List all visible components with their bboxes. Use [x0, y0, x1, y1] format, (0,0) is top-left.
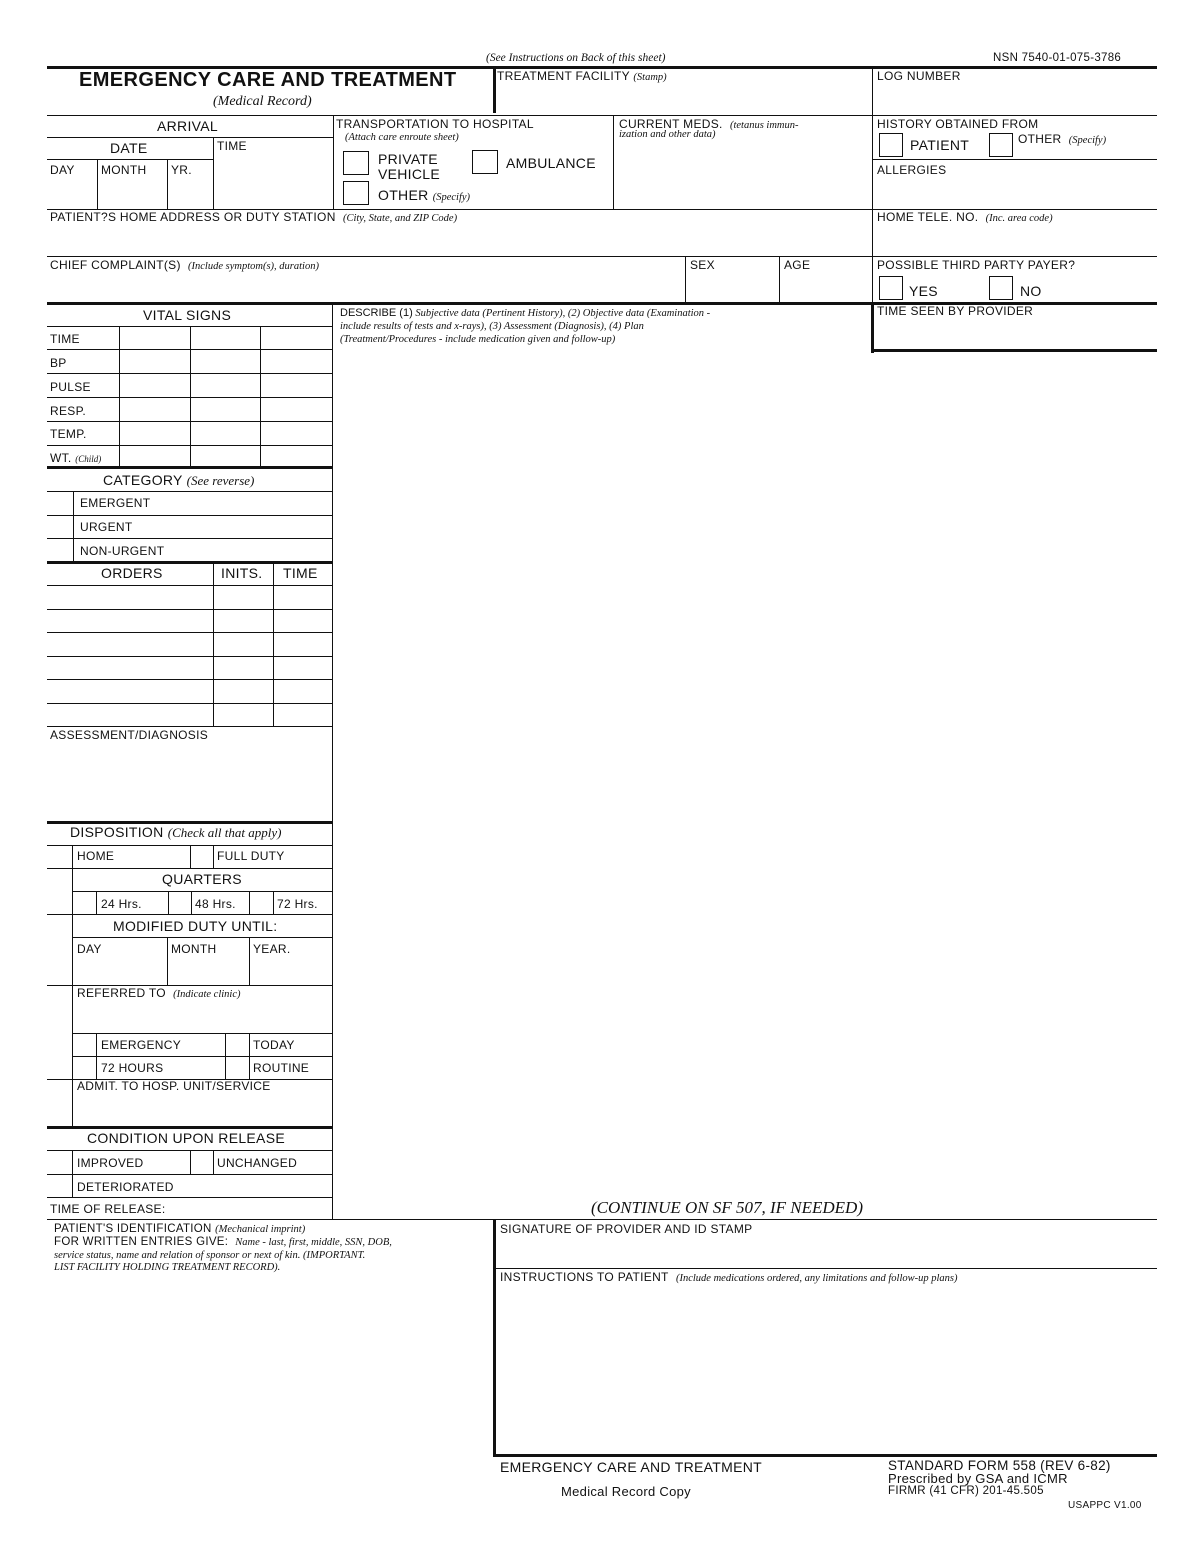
footer-firmr: FIRMR (41 CFR) 201-45.505	[888, 1485, 1044, 1497]
vital-temp-label: TEMP.	[50, 427, 87, 441]
arrival-day-label: DAY	[50, 163, 75, 177]
instructions-note: (See Instructions on Back of this sheet)	[486, 52, 666, 64]
footer-copy: Medical Record Copy	[561, 1484, 691, 1499]
modified-year-label: YEAR.	[253, 942, 291, 956]
footer-form-number: STANDARD FORM 558 (REV 6-82)	[888, 1458, 1111, 1473]
deteriorated-checkbox[interactable]	[48, 1175, 71, 1196]
private-label: PRIVATE	[378, 151, 438, 167]
ambulance-checkbox[interactable]	[472, 150, 498, 174]
patient-id-line-2: FOR WRITTEN ENTRIES GIVE: Name - last, first, middle, SSN, DOB,	[54, 1236, 392, 1248]
home-checkbox[interactable]	[48, 846, 71, 867]
modified-month-field[interactable]	[168, 958, 248, 984]
vital-wt-label: WT. (Child)	[50, 451, 102, 465]
time-seen-label: TIME SEEN BY PROVIDER	[877, 304, 1034, 318]
age-label: AGE	[784, 258, 811, 272]
log-number-field[interactable]	[876, 84, 1154, 111]
describe-line-2: include results of tests and x-rays), (3) Assessment (Diagnosis), (4) Plan	[340, 321, 644, 332]
disposition-full-duty-label: FULL DUTY	[217, 849, 285, 863]
quarters-72-label: 72 Hrs.	[277, 897, 318, 911]
nsn-number: NSN 7540-01-075-3786	[993, 52, 1122, 64]
allergies-field[interactable]	[876, 178, 1154, 207]
arrival-yr-label: YR.	[171, 163, 192, 177]
home-tel-label: HOME TELE. NO. (Inc. area code)	[877, 210, 1053, 224]
treatment-facility-label: TREATMENT FACILITY (Stamp)	[497, 69, 667, 83]
patient-id-line-4: LIST FACILITY HOLDING TREATMENT RECORD).	[54, 1262, 281, 1273]
address-label: PATIENT?S HOME ADDRESS OR DUTY STATION (City, State, and ZIP Code)	[50, 210, 458, 224]
signature-field[interactable]	[500, 1238, 1154, 1267]
history-patient-label: PATIENT	[910, 137, 970, 153]
improved-label: IMPROVED	[77, 1156, 144, 1170]
history-other-label: OTHER (Specify)	[1018, 132, 1107, 146]
referred-field[interactable]	[73, 1002, 330, 1032]
home-tel-field[interactable]	[876, 225, 1154, 255]
arrival-time-label: TIME	[217, 139, 247, 153]
vital-signs-title: VITAL SIGNS	[143, 307, 232, 323]
arrival-yr-field[interactable]	[168, 180, 212, 208]
footer-prescribed: Prescribed by GSA and ICMR	[888, 1471, 1068, 1486]
instructions-label: INSTRUCTIONS TO PATIENT (Include medications ordered, any limitations and follow-up plans)	[500, 1270, 958, 1284]
category-emergent-label: EMERGENT	[80, 496, 151, 510]
category-urgent-label: URGENT	[80, 520, 133, 534]
patient-id-line-1: PATIENT'S IDENTIFICATION (Mechanical imprint)	[54, 1223, 306, 1235]
address-field[interactable]	[50, 225, 868, 255]
continue-note: (CONTINUE ON SF 507, IF NEEDED)	[591, 1198, 863, 1217]
arrival-month-field[interactable]	[98, 180, 166, 208]
instructions-field[interactable]	[500, 1286, 1154, 1450]
arrival-month-label: MONTH	[101, 163, 147, 177]
disposition-home-label: HOME	[77, 849, 115, 863]
transport-hint: (Attach care enroute sheet)	[345, 132, 459, 143]
payer-no-label: NO	[1020, 283, 1042, 299]
arrival-date-label: DATE	[110, 140, 148, 156]
form-subtitle: (Medical Record)	[213, 94, 312, 109]
referred-routine-label: ROUTINE	[253, 1061, 310, 1075]
category-title: CATEGORY (See reverse)	[103, 472, 255, 488]
emergent-checkbox[interactable]	[48, 492, 72, 514]
arrival-title: ARRIVAL	[157, 118, 218, 134]
referred-72-checkbox[interactable]	[73, 1057, 95, 1078]
vital-pulse-label: PULSE	[50, 380, 91, 394]
quarters-72-checkbox[interactable]	[250, 892, 272, 913]
third-party-label: POSSIBLE THIRD PARTY PAYER?	[877, 258, 1076, 272]
modified-year-field[interactable]	[250, 958, 330, 984]
footer-title: EMERGENCY CARE AND TREATMENT	[500, 1459, 762, 1475]
current-meds-field[interactable]	[617, 143, 869, 207]
non-urgent-checkbox[interactable]	[48, 539, 72, 560]
deteriorated-label: DETERIORATED	[77, 1180, 174, 1194]
patient-id-line-3: service status, name and relation of sponsor or next of kin. (IMPORTANT.	[54, 1250, 366, 1261]
signature-label: SIGNATURE OF PROVIDER AND ID STAMP	[500, 1222, 753, 1236]
vital-bp-label: BP	[50, 356, 67, 370]
unchanged-checkbox[interactable]	[191, 1151, 212, 1173]
sex-field[interactable]	[688, 273, 776, 300]
time-of-release-field[interactable]	[160, 1199, 330, 1218]
payer-no-checkbox[interactable]	[989, 276, 1013, 300]
admit-field[interactable]	[73, 1095, 330, 1124]
vital-resp-label: RESP.	[50, 404, 86, 418]
payer-yes-checkbox[interactable]	[879, 276, 903, 300]
age-field[interactable]	[782, 273, 870, 300]
release-title: CONDITION UPON RELEASE	[87, 1130, 285, 1146]
arrival-day-field[interactable]	[48, 180, 96, 208]
category-non-urgent-label: NON-URGENT	[80, 544, 165, 558]
unchanged-label: UNCHANGED	[217, 1156, 298, 1170]
assessment-field[interactable]	[50, 744, 328, 818]
quarters-48-checkbox[interactable]	[169, 892, 190, 913]
current-meds-label: CURRENT MEDS. (tetanus immun-	[619, 117, 799, 131]
referred-routine-checkbox[interactable]	[226, 1057, 248, 1078]
time-seen-field[interactable]	[876, 319, 1154, 349]
describe-line-3: (Treatment/Procedures - include medication given and follow-up)	[340, 334, 616, 345]
arrival-time-field[interactable]	[214, 155, 332, 208]
footer-version: USAPPC V1.00	[1068, 1500, 1142, 1511]
describe-notes-area[interactable]	[336, 350, 1156, 1195]
modified-day-label: DAY	[77, 942, 102, 956]
modified-day-field[interactable]	[73, 958, 166, 984]
referred-label: REFERRED TO (Indicate clinic)	[77, 986, 241, 1000]
full-duty-checkbox[interactable]	[191, 846, 212, 867]
orders-entries[interactable]	[48, 586, 212, 725]
describe-line-1: DESCRIBE (1) Subjective data (Pertinent History), (2) Objective data (Examination -	[340, 307, 711, 319]
quarters-48-label: 48 Hrs.	[195, 897, 236, 911]
chief-complaint-label: CHIEF COMPLAINT(S) (Include symptom(s), duration)	[50, 258, 319, 272]
private-vehicle-checkbox[interactable]	[343, 151, 369, 175]
orders-inits-label: INITS.	[221, 565, 263, 581]
assessment-label: ASSESSMENT/DIAGNOSIS	[50, 728, 209, 742]
history-label: HISTORY OBTAINED FROM	[877, 117, 1039, 131]
referred-today-label: TODAY	[253, 1038, 295, 1052]
other-transport-checkbox[interactable]	[343, 181, 369, 205]
treatment-facility-field[interactable]	[497, 84, 869, 111]
referred-emergency-checkbox[interactable]	[73, 1034, 95, 1055]
patient-id-imprint-area[interactable]	[50, 1278, 488, 1448]
chief-complaint-field[interactable]	[50, 273, 680, 300]
urgent-checkbox[interactable]	[48, 516, 72, 537]
history-other-checkbox[interactable]	[989, 133, 1013, 157]
referred-emergency-label: EMERGENCY	[101, 1038, 182, 1052]
orders-time-label: TIME	[283, 565, 318, 581]
ambulance-label: AMBULANCE	[506, 155, 596, 171]
allergies-label: ALLERGIES	[877, 163, 947, 177]
quarters-label: QUARTERS	[162, 871, 242, 887]
quarters-24-label: 24 Hrs.	[101, 897, 142, 911]
referred-today-checkbox[interactable]	[226, 1034, 248, 1055]
transport-label: TRANSPORTATION TO HOSPITAL	[336, 117, 534, 131]
modified-duty-label: MODIFIED DUTY UNTIL:	[113, 918, 278, 934]
admit-label: ADMIT. TO HOSP. UNIT/SERVICE	[77, 1079, 271, 1093]
sex-label: SEX	[690, 258, 715, 272]
payer-yes-label: YES	[909, 283, 938, 299]
vehicle-label: VEHICLE	[378, 166, 441, 182]
modified-month-label: MONTH	[171, 942, 217, 956]
orders-col-label: ORDERS	[101, 565, 163, 581]
form-title: EMERGENCY CARE AND TREATMENT	[79, 69, 457, 91]
vital-time-label: TIME	[50, 332, 80, 346]
history-patient-checkbox[interactable]	[879, 133, 903, 157]
referred-72-label: 72 HOURS	[101, 1061, 164, 1075]
improved-checkbox[interactable]	[48, 1151, 71, 1173]
current-meds-hint: ization and other data)	[619, 129, 716, 140]
other-transport-label: OTHER (Specify)	[378, 187, 471, 203]
quarters-24-checkbox[interactable]	[73, 892, 95, 913]
time-of-release-label: TIME OF RELEASE:	[50, 1202, 166, 1216]
disposition-title: DISPOSITION (Check all that apply)	[70, 824, 282, 840]
log-number-label: LOG NUMBER	[877, 69, 961, 83]
